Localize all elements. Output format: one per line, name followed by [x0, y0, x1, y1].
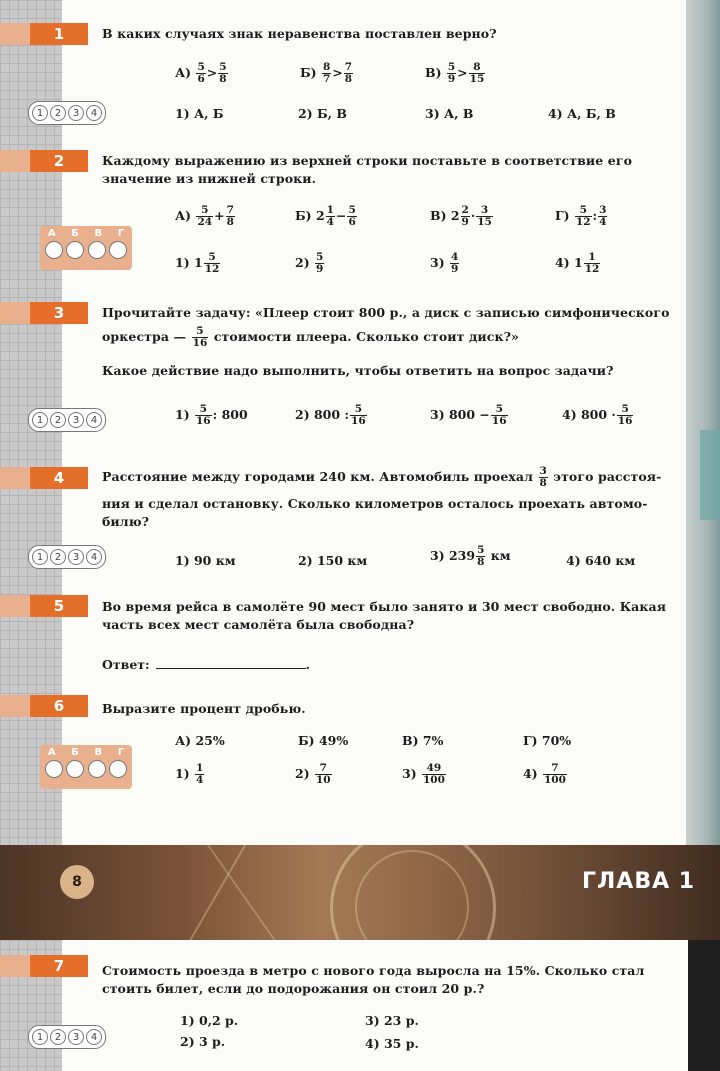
task-6-answer-3: 3) $\frac{49}{100}$ [402, 762, 445, 786]
task-5-answer-field[interactable]: Ответ: . [102, 657, 310, 672]
answer-circles-icon[interactable]: 1 2 3 4 [28, 408, 106, 432]
task-3-text-line1: Прочитайте задачу: «Плеер стоит 800 р., а диск с записью симфонического [102, 305, 670, 320]
task-6-item-a: А) 25% [175, 733, 225, 748]
task-2-answer-4: 4) 1 $\frac{1}{12}$ [555, 251, 600, 275]
match-grid-icon[interactable]: А Б В Г [40, 226, 132, 270]
task-1-answer-1: 1) А, Б [175, 106, 224, 121]
task-4-text-line3: билю? [102, 514, 150, 529]
task-6-item-c: В) 7% [402, 733, 444, 748]
task-2-text: Каждому выражению из верхней строки поставьте в соответствие его значение из нижней строки. [102, 153, 633, 186]
task-number-badge: 2 [30, 150, 88, 172]
chapter-banner [0, 845, 720, 940]
task-7-answer-2: 2) 3 р. [180, 1034, 226, 1049]
task-3-question: Какое действие надо выполнить, чтобы ответить на вопрос задачи? [102, 363, 614, 378]
answer-circles-icon[interactable]: 1 2 3 4 [28, 1025, 106, 1049]
task-7-answer-4: 4) 35 р. [365, 1036, 419, 1051]
task-6-answer-2: 2) $\frac{7}{10}$ [295, 762, 331, 786]
task-number-badge: 4 [30, 467, 88, 489]
match-grid-icon[interactable]: А Б В Г [40, 745, 132, 789]
task-6-item-d: Г) 70% [523, 733, 572, 748]
task-1-answer-2: 2) Б, В [298, 106, 347, 121]
task-3-answer-4: 4) 800 · $\frac{5}{16}$ [562, 403, 633, 427]
task-7-answer-3: 3) 23 р. [365, 1013, 419, 1028]
task-2-item-b: Б) 2 $\frac{1}{4}$ − $\frac{5}{6}$ [295, 204, 356, 228]
task-number-badge: 3 [30, 302, 88, 324]
task-2-item-a: А) $\frac{5}{24}$ + $\frac{7}{8}$ [175, 204, 234, 228]
task-6-item-b: Б) 49% [298, 733, 349, 748]
task-1-item-a: А) $\frac{5}{6}$ > $\frac{5}{8}$ [175, 61, 227, 85]
answer-circles-icon[interactable]: 1 2 3 4 [28, 101, 106, 125]
task-2-answer-3: 3) $\frac{4}{9}$ [430, 251, 459, 275]
task-3-text-line2: оркестра — $\frac{5}{16}$ стоимости плеера. Сколько стоит диск?» [102, 325, 519, 349]
task-1-answer-4: 4) А, Б, В [548, 106, 616, 121]
page-lower [62, 940, 688, 1071]
answer-circles-icon[interactable]: 1 2 3 4 [28, 545, 106, 569]
task-1-item-b: Б) $\frac{8}{7}$ > $\frac{7}{8}$ [300, 61, 353, 85]
task-4-text-line1: Расстояние между городами 240 км. Автомобиль проехал $\frac{3}{8}$ этого расстоя- [102, 465, 662, 489]
task-number-badge: 6 [30, 695, 88, 717]
task-6-text: Выразите процент дробью. [102, 701, 306, 716]
task-4-answer-2: 2) 150 км [298, 553, 368, 568]
task-2-item-c: В) 2 $\frac{2}{9}$ · $\frac{3}{15}$ [430, 204, 492, 228]
task-1-text: В каких случаях знак неравенства поставлен верно? [102, 26, 497, 41]
task-4-answer-4: 4) 640 км [566, 553, 636, 568]
task-4-answer-3: 3) 239 $\frac{5}{8}$ км [430, 544, 511, 568]
task-number-badge: 5 [30, 595, 88, 617]
task-6-answer-1: 1) $\frac{1}{4}$ [175, 762, 204, 786]
task-number-badge: 7 [30, 955, 88, 977]
task-4-text-line2: ния и сделал остановку. Сколько километров осталось проехать автомо- [102, 496, 648, 511]
task-3-answer-2: 2) 800 : $\frac{5}{16}$ [295, 403, 366, 427]
task-5-text: Во время рейса в самолёте 90 мест было занято и 30 мест свободно. Какая часть всех мест самолёта была свободна? [102, 599, 667, 632]
task-4-answer-1: 1) 90 км [175, 553, 236, 568]
task-2-answer-1: 1) 1 $\frac{5}{12}$ [175, 251, 220, 275]
task-7-text: Стоимость проезда в метро с нового года выросла на 15%. Сколько стал стоить билет, если до подорожания он стоил 20 р.? [102, 963, 645, 996]
task-7-answer-1: 1) 0,2 р. [180, 1013, 239, 1028]
task-number-badge: 1 [30, 23, 88, 45]
task-3-answer-1: 1) $\frac{5}{16}$ : 800 [175, 403, 248, 427]
chapter-title: ГЛАВА 1 [582, 869, 696, 894]
page-number: 8 [60, 865, 94, 899]
task-3-answer-3: 3) 800 − $\frac{5}{16}$ [430, 403, 507, 427]
task-6-answer-4: 4) $\frac{7}{100}$ [523, 762, 566, 786]
task-1-item-c: В) $\frac{5}{9}$ > $\frac{8}{15}$ [425, 61, 485, 85]
task-2-answer-2: 2) $\frac{5}{9}$ [295, 251, 324, 275]
right-edge [686, 0, 720, 845]
task-1-answer-3: 3) А, В [425, 106, 474, 121]
task-2-item-d: Г) $\frac{5}{12}$ : $\frac{3}{4}$ [555, 204, 607, 228]
